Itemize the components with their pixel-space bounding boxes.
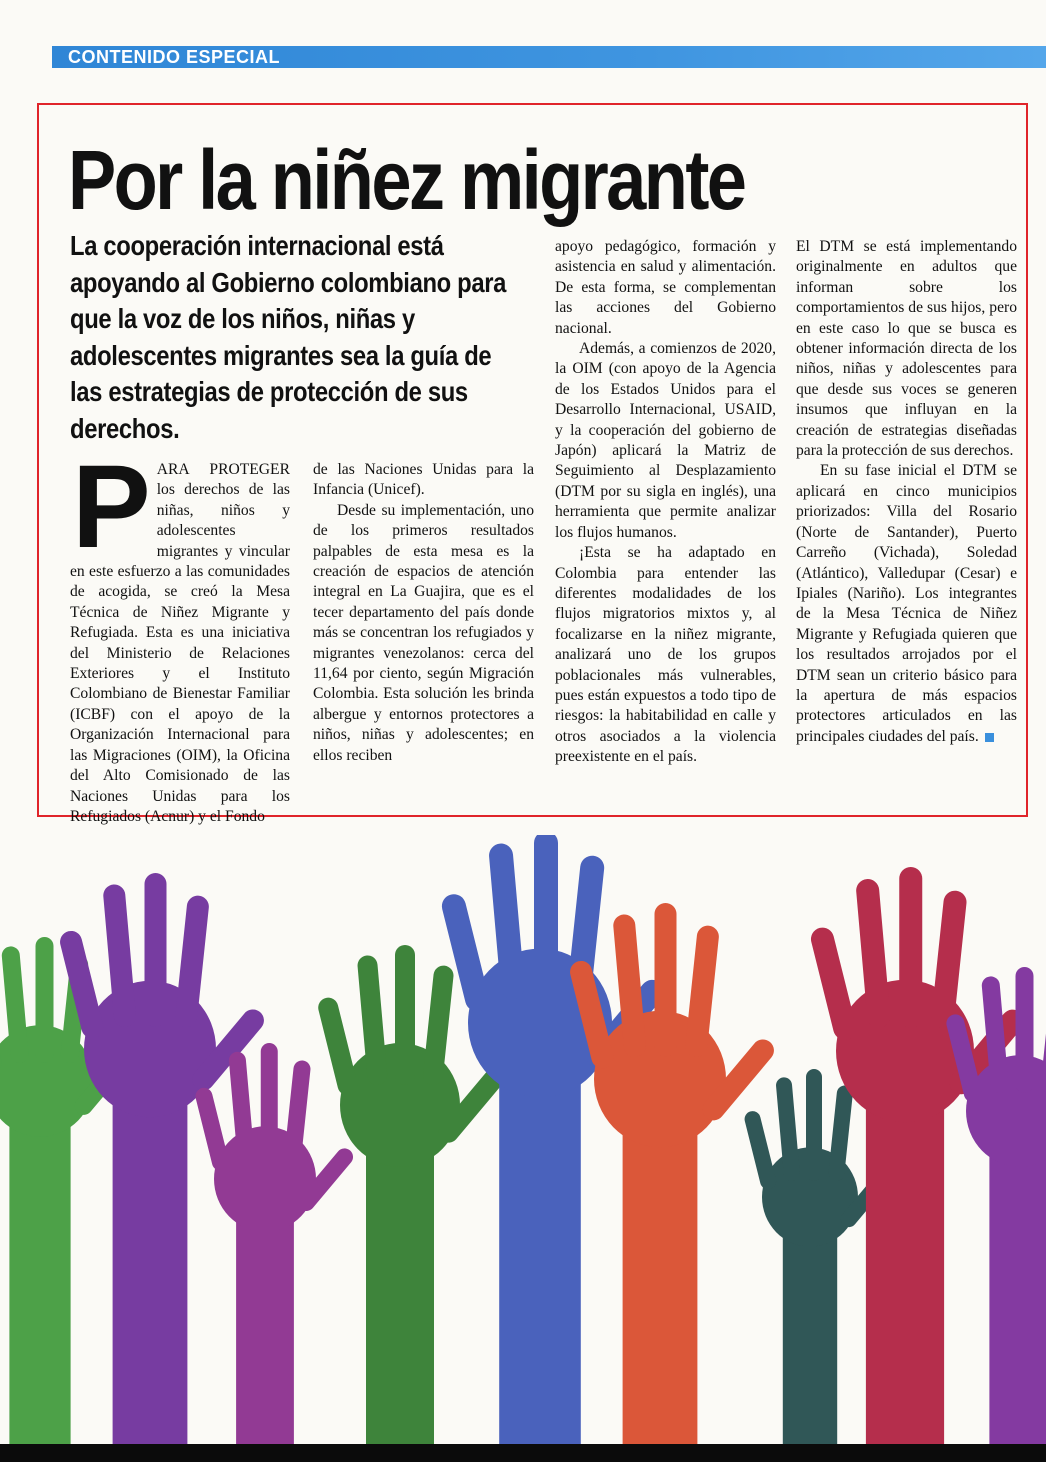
drop-cap: P [72,441,151,573]
hand-shapes [0,835,1046,1445]
article-column-2 [313,460,534,766]
paragraph [796,461,1017,747]
article-column-4 [796,237,1017,747]
paragraph: apoyo pedagógico, formación y asistencia en salud y alimentación. De esta forma, se complementan las acciones del Gobierno nacional. [555,238,776,337]
paragraph: ¡Esta se ha adaptado en Colombia para entender las diferentes modalidades de los flujos migratorios mixtos y, al focalizarse en la niñez migrante, analizará uno de los grupos poblacionales más vulnerables, pues están expuestos a todo tipo de riesgos: la habitabilidad en calle y otros asociados a la violencia preexistente en el país. [555,544,776,766]
lead-in: ARA PROTEGER [156,461,290,478]
paragraph-text: En su fase inicial el DTM se aplicará en cinco municipios priorizados: Villa del Rosario (Norte de Santander), Puerto Carreño (Vichada), Soledad (Atlántico), Valledupar (Cesar) e Ipiales (Nariño). Los integrantes de la Mesa Técnica de Niñez Migrante y Refugiada quieren que los resultados arrojados por el DTM sean un criterio básico para la apertura de más espacios protectores articulados en las principales ciudades del país. [796,462,1017,745]
article-column-3 [555,237,776,768]
bottom-border [0,1444,1046,1462]
paragraph-text: los derechos de las niñas, niños y adolescentes migrantes y vincular en este esfuerzo a las comunidades de acogida, se creó la Mesa Técnica de Niñez Migrante y Refugiada. Esta es una iniciativa del Ministerio de Relaciones Exteriores y el Instituto Colombiano de Bienestar Familiar (ICBF) con el apoyo de la Organización Internacional para las Migraciones (OIM), la Oficina del Alto Comisionado de las Naciones Unidas para los Refugiados (Acnur) y el Fondo [70,481,290,825]
section-header-bar [52,46,1046,68]
paragraph: El DTM se está implementando originalmente en adultos que informan sobre los comportamientos de sus hijos, pero en este caso lo que se busca es obtener información directa de los niños, niñas y adolescentes para que desde sus voces se generen insumos que influyan en la creación de estrategias diseñadas para la protección de sus derechos. [796,238,1017,460]
paragraph: Además, a comienzos de 2020, la OIM (con apoyo de la Agencia de los Estados Unidos para el Desarrollo Internacional, USAID, y la cooperación del gobierno de Japón) aplicará la Matriz de Seguimiento al Desplazamiento (DTM por su sigla en inglés), una herramienta que permite analizar los flujos humanos. [555,340,776,541]
article-column-1 [70,441,290,827]
article-deck: La cooperación internacional está apoyando al Gobierno colombiano para que la voz de los niños, niñas y adolescentes migrantes sea la guía de las estrategias de protección de sus derechos. [70,230,507,444]
raised-hands-icon [0,835,1046,1445]
paragraph [70,441,290,827]
section-label: CONTENIDO ESPECIAL [68,47,281,67]
paragraph: Desde su implementación, uno de los primeros resultados palpables de esta mesa es la creación de espacios de atención integral en La Guajira, que es el tecer departamento del país donde más se concentran los refugiados y migrantes venezolanos: cerca del 11,64 por ciento, según Migración Colombia. Esta solución les brinda albergue y entornos protectores a niños, niñas y adolescentes; en ellos reciben [313,501,534,764]
article-title: Por la niñez migrante [68,133,745,227]
end-of-article-icon [985,733,994,742]
paragraph: de las Naciones Unidas para la Infancia (Unicef). [313,461,534,499]
